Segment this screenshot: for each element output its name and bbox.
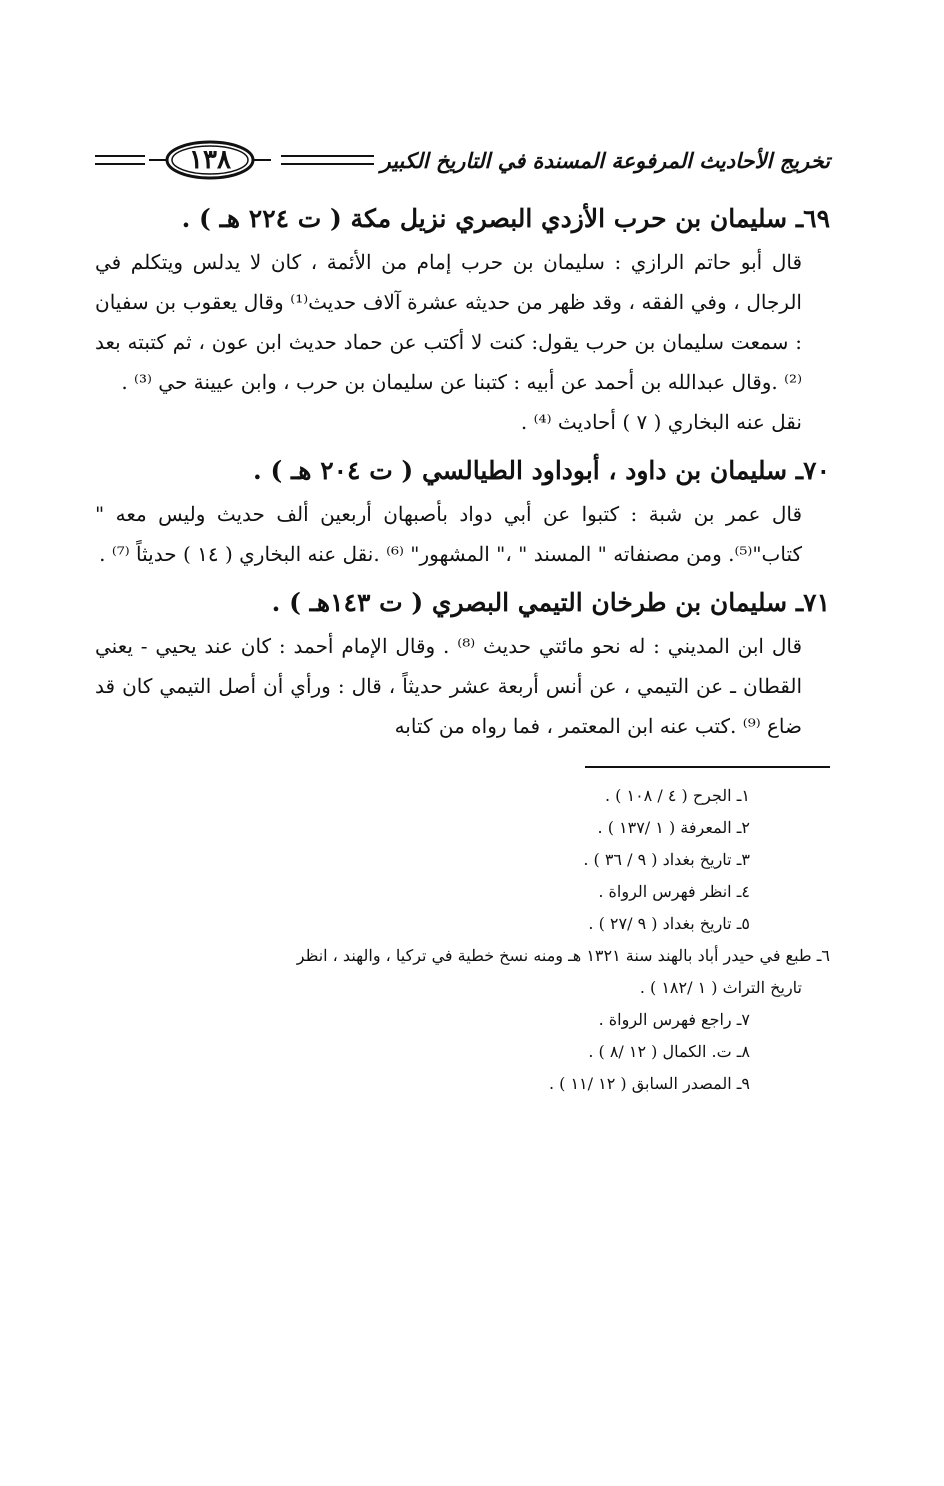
footnote: ١ـ الجرح ( ٤ / ١٠٨ ) .	[604, 786, 750, 805]
footnote: ٢ـ المعرفة ( ١ /١٣٧ ) .	[597, 818, 750, 837]
header-rule	[281, 155, 374, 165]
book-page	[95, 130, 830, 1100]
footnotes	[95, 780, 830, 1100]
entry-heading: ٧٠ـ سليمان بن داود ، أبوداود الطيالسي ( ت ٢٠٤ هـ ) .	[253, 456, 830, 485]
footnote: ٥ـ تاريخ بغداد ( ٩ /٢٧ ) .	[588, 914, 750, 933]
running-title: تخريج الأحاديث المرفوعة المسندة في التاريخ الكبير	[380, 147, 830, 173]
footnote-separator	[585, 766, 830, 768]
entry-paragraph: قال ابن المديني : له نحو مائتي حديث ⁽⁸⁾ . وقال الإمام أحمد : كان عند يحيي - يعني القطان ـ عن التيمي ، عن أنس أربعة عشر حديثاً ، قال : ورأي أن أصل التيمي كان قد ضاع ⁽⁹⁾ .كتب عنه ابن المعتمر ، فما رواه من كتابه	[95, 634, 803, 738]
footnote: ٧ـ راجع فهرس الرواة .	[598, 1010, 750, 1029]
entry-paragraph: نقل عنه البخاري ( ٧ ) أحاديث ⁽⁴⁾ .	[520, 410, 802, 434]
footnote: ٨ـ ت. الكمال ( ١٢ /٨ ) .	[588, 1042, 750, 1061]
footnote-continuation: تاريخ التراث ( ١ /١٨٢ ) .	[639, 978, 802, 997]
header-rule-end	[95, 155, 145, 165]
footnote: ٦ـ طبع في حيدر أباد بالهند سنة ١٣٢١ هـ ومنه نسخ خطية في تركيا ، والهند ، انظر	[296, 946, 830, 965]
page-number: ١٣٨	[189, 145, 231, 175]
footnote: ٩ـ المصدر السابق ( ١٢ /١١ ) .	[548, 1074, 750, 1093]
entry-paragraph: قال عمر بن شبة : كتبوا عن أبي دواد بأصبهان أربعين ألف حديث وليس معه " كتاب"⁽⁵⁾. ومن مصنفاته " المسند " ،" المشهور" ⁽⁶⁾ .نقل عنه البخاري ( ١٤ ) حديثاً ⁽⁷⁾ .	[95, 502, 802, 566]
page-number-ornament	[145, 137, 275, 183]
entry-heading: ٧١ـ سليمان بن طرخان التيمي البصري ( ت ١٤٣هـ ) .	[271, 588, 830, 617]
entry-paragraph: قال أبو حاتم الرازي : سليمان بن حرب إمام من الأئمة ، كان لا يدلس ويتكلم في الرجال ، وفي الفقه ، وقد ظهر من حديثه عشرة آلاف حديث⁽¹⁾ وقال يعقوب بن سفيان : سمعت سليمان بن حرب يقول: كنت لا أكتب عن حماد حديث ابن عون ، ثم كتبته بعد ⁽²⁾ .وقال عبدالله بن أحمد عن أبيه : كتبنا عن سليمان بن حرب ، وابن عيينة حي ⁽³⁾ .	[95, 250, 802, 394]
page-header	[95, 130, 830, 190]
entry-heading: ٦٩ـ سليمان بن حرب الأزدي البصري نزيل مكة ( ت ٢٢٤ هـ ) .	[181, 204, 830, 233]
footnote: ٣ـ تاريخ بغداد ( ٩ / ٣٦ ) .	[583, 850, 750, 869]
footnote: ٤ـ انظر فهرس الرواة .	[598, 882, 750, 901]
